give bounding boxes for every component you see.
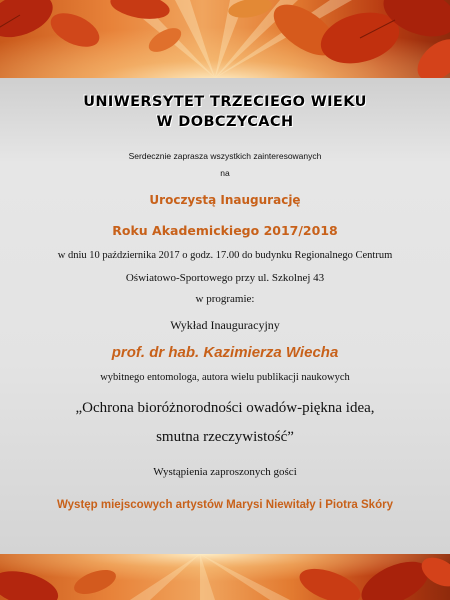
- details-line-2: Oświatowo-Sportowego przy ul. Szkolnej 43: [125, 272, 325, 284]
- guests-line: Wystąpienia zaproszonych gości: [153, 466, 297, 478]
- details-line-3: w programie:: [195, 293, 255, 305]
- speaker-description: wybitnego entomologa, autora wielu publikacji naukowych: [100, 372, 350, 383]
- autumn-leaves-footer-image: [0, 554, 450, 600]
- lecture-speaker: prof. dr hab. Kazimierza Wiecha: [111, 344, 339, 361]
- invitation-body: [0, 78, 450, 554]
- invite-line-1: Serdecznie zaprasza wszystkich zainteresowanych: [128, 151, 322, 161]
- lecture-title-line-1: „Ochrona bioróżnorodności owadów-piękna idea,: [75, 400, 375, 416]
- autumn-leaves-header-image: [0, 0, 450, 78]
- lecture-label: Wykład Inauguracyjny: [170, 318, 280, 332]
- details-line-1: w dniu 10 października 2017 o godz. 17.00 do budynku Regionalnego Centrum: [57, 250, 393, 261]
- performance-line: Występ miejscowych artystów Marysi Niewitały i Piotra Skóry: [57, 499, 393, 511]
- lecture-title-line-2: smutna rzeczywistość”: [156, 429, 294, 445]
- header-line-1: UNIWERSYTET TRZECIEGO WIEKU: [83, 94, 367, 110]
- event-line-2: Roku Akademickiego 2017/2018: [112, 223, 338, 238]
- event-line-1: Uroczystą Inaugurację: [149, 193, 301, 207]
- invite-line-2: na: [220, 168, 230, 178]
- header-line-2: W DOBCZYCACH: [156, 114, 294, 130]
